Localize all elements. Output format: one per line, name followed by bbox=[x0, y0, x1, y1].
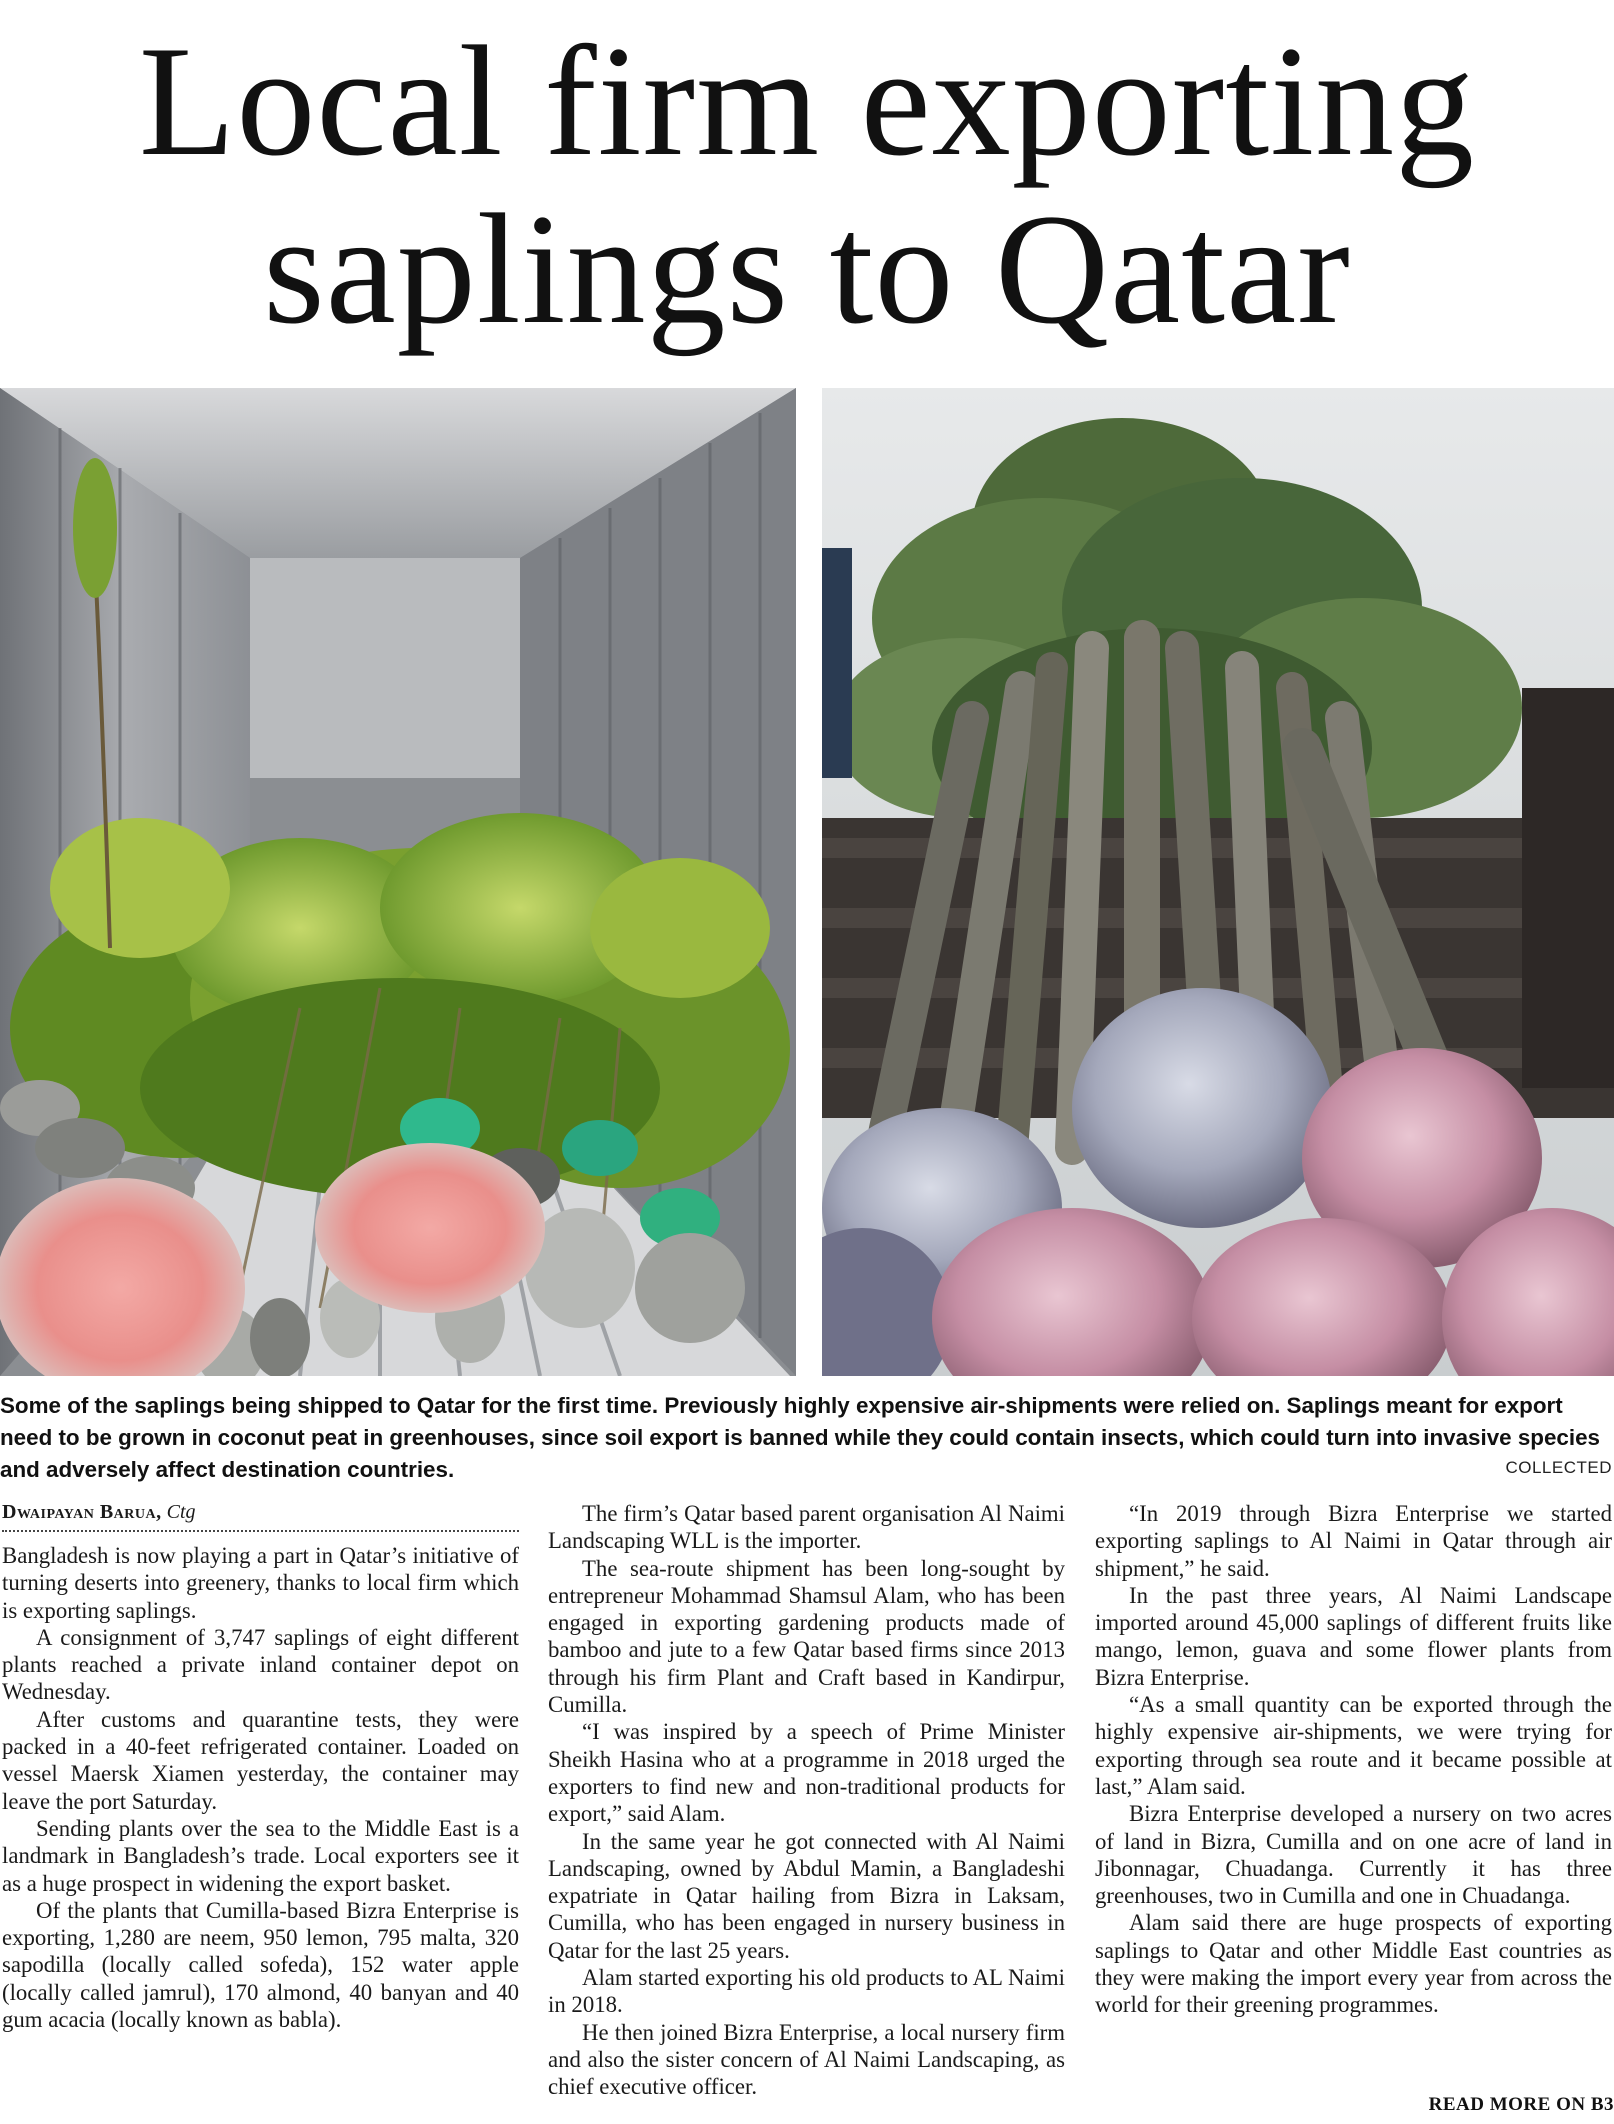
paragraph: “I was inspired by a speech of Prime Minister Sheikh Hasina who at a programme in 2018 urged the exporters to find new and non-traditional products for export,” said Alam. bbox=[548, 1719, 1065, 1827]
paragraph: Sending plants over the sea to the Middle East is a landmark in Bangladesh’s trade. Local exporters see it as a huge prospect in widening the export basket. bbox=[2, 1815, 519, 1896]
paragraph: Alam started exporting his old products to AL Naimi in 2018. bbox=[548, 1965, 1065, 2018]
article-column-1 bbox=[2, 1500, 519, 2033]
paragraph: “In 2019 through Bizra Enterprise we started exporting saplings to Al Naimi in Qatar through air shipment,” he said. bbox=[1095, 1501, 1612, 1581]
photo-caption: Some of the saplings being shipped to Qatar for the first time. Previously highly expensive air-shipments were relied on. Saplings meant for export need to be grown in coconut peat in greenhouses, since soil export is banned while they could contain insects, which could turn into invasive species and adversely affect destination countries. bbox=[0, 1393, 1600, 1482]
article-column-3 bbox=[1095, 1500, 1612, 2019]
byline bbox=[2, 1500, 519, 1532]
trees-on-truck-photo bbox=[822, 388, 1614, 1376]
paragraph: A consignment of 3,747 saplings of eight different plants reached a private inland container depot on Wednesday. bbox=[2, 1624, 519, 1705]
paragraph: Bizra Enterprise developed a nursery on two acres of land in Bizra, Cumilla and on one acre of land in Jibonnagar, Chuadanga. Currently it has three greenhouses, two in Cumilla and one in Chuadanga. bbox=[1095, 1801, 1612, 1909]
byline-location: Ctg bbox=[166, 1501, 196, 1523]
article-column-2 bbox=[548, 1500, 1065, 2101]
photo-credit: COLLECTED bbox=[1505, 1458, 1612, 1477]
paragraph: The firm’s Qatar based parent organisation Al Naimi Landscaping WLL is the importer. bbox=[548, 1501, 1065, 1554]
saplings-in-container-photo bbox=[0, 388, 796, 1376]
paragraph: Alam said there are huge prospects of exporting saplings to Qatar and other Middle East countries as they were making the import every year from across the world for their greening programmes. bbox=[1095, 1910, 1612, 2018]
headline-line-2: saplings to Qatar bbox=[263, 182, 1351, 357]
paragraph: The sea-route shipment has been long-sought by entrepreneur Mohammad Shamsul Alam, who has been engaged in exporting gardening products made of bamboo and jute to a few Qatar based firms since 2013 through his firm Plant and Craft based in Kandirpur, Cumilla. bbox=[548, 1555, 1065, 1718]
paragraph: In the same year he got connected with Al Naimi Landscaping, owned by Abdul Mamin, a Bangladeshi expatriate in Qatar hailing from Bizra in Laksam, Cumilla, who has been engaged in nursery business in Qatar for the last 25 years. bbox=[548, 1828, 1065, 1963]
paragraph: In the past three years, Al Naimi Landscape imported around 45,000 saplings of different fruits like mango, lemon, guava and some flower plants from Bizra Enterprise. bbox=[1095, 1582, 1612, 1690]
byline-author: Dwaipayan Barua, bbox=[2, 1501, 162, 1523]
paragraph: Bangladesh is now playing a part in Qatar’s initiative of turning deserts into greenery, thanks to local firm which is exporting saplings. bbox=[2, 1543, 519, 1623]
headline bbox=[0, 14, 1614, 357]
headline-line-1: Local firm exporting bbox=[138, 14, 1476, 189]
paragraph: He then joined Bizra Enterprise, a local nursery firm and also the sister concern of Al Naimi Landscaping, as chief executive officer. bbox=[548, 2019, 1065, 2100]
paragraph: “As a small quantity can be exported through the highly expensive air-shipments, we were trying for exporting through sea route and it became possible at last,” Alam said. bbox=[1095, 1692, 1612, 1799]
read-more-link[interactable]: READ MORE ON B3 bbox=[1428, 2094, 1614, 2115]
paragraph: Of the plants that Cumilla-based Bizra Enterprise is exporting, 1,280 are neem, 950 lemon, 795 malta, 320 sapodilla (locally called sofeda), 152 water apple (locally called jamrul), 170 almond, 40 banyan and 40 gum acacia (locally known as babla). bbox=[2, 1897, 519, 2033]
paragraph: After customs and quarantine tests, they were packed in a 40-feet refrigerated container. Loaded on vessel Maersk Xiamen yesterday, the container may leave the port Saturday. bbox=[2, 1706, 519, 1814]
